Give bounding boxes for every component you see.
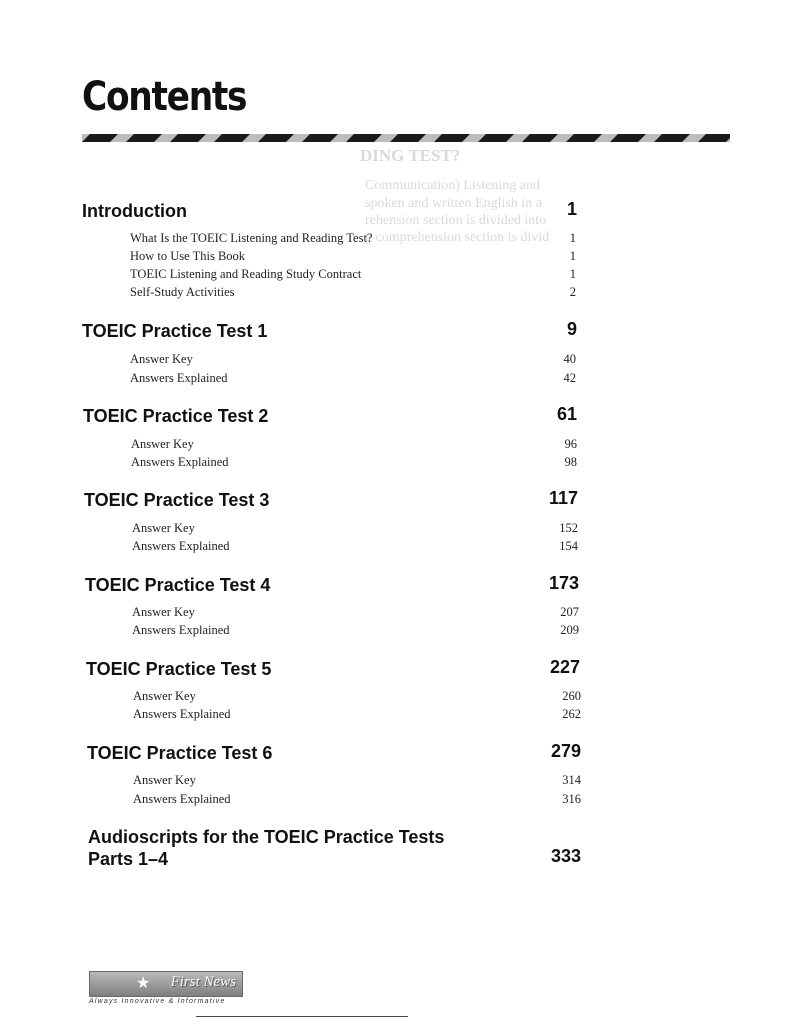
bleed-through-text: Communication) Listening and xyxy=(365,178,540,193)
section-title: Audioscripts for the TOEIC Practice Tests Parts 1–4 xyxy=(88,827,445,869)
section-page-number: 279 xyxy=(550,741,581,761)
entry-label: Answer Key xyxy=(133,773,196,787)
bleed-through-text: rehension section is divided into xyxy=(365,213,547,228)
entry-page-number: 262 xyxy=(562,707,581,721)
logo-text: First News xyxy=(170,974,236,990)
entry-page-number: 42 xyxy=(563,371,576,385)
section-title: TOEIC Practice Test 6 xyxy=(87,743,273,763)
section-page-number: 1 xyxy=(566,199,577,219)
entry-page-number: 260 xyxy=(562,689,581,703)
entry-page-number: 1 xyxy=(569,231,576,245)
title-rule xyxy=(82,134,730,142)
entry-label: Self-Study Activities xyxy=(130,285,235,299)
entry-label: Answer Key xyxy=(133,689,196,703)
page-title: Contents xyxy=(82,74,247,120)
section-title: TOEIC Practice Test 1 xyxy=(82,321,268,341)
entry-label: Answers Explained xyxy=(130,371,228,385)
entry-page-number: 40 xyxy=(563,352,576,366)
entry-page-number: 1 xyxy=(569,267,576,281)
entry-label: TOEIC Listening and Reading Study Contract xyxy=(130,267,362,281)
bottom-rule xyxy=(196,1016,408,1017)
section-page-number: 9 xyxy=(566,319,577,339)
section-page-number: 117 xyxy=(548,488,578,508)
section-page-number: 227 xyxy=(549,657,580,677)
entry-page-number: 2 xyxy=(569,285,576,299)
entry-label: Answer Key xyxy=(130,352,193,366)
entry-page-number: 1 xyxy=(569,249,576,263)
entry-label: Answers Explained xyxy=(132,623,230,637)
entry-label: Answer Key xyxy=(132,521,195,535)
publisher-logo xyxy=(89,971,243,997)
section-title: TOEIC Practice Test 3 xyxy=(84,490,270,510)
section-title: TOEIC Practice Test 2 xyxy=(83,406,269,426)
bleed-through-text: spoken and written English in a xyxy=(365,196,542,211)
entry-label: How to Use This Book xyxy=(130,249,246,263)
entry-page-number: 314 xyxy=(562,773,581,787)
entry-page-number: 154 xyxy=(559,539,578,553)
entry-page-number: 207 xyxy=(560,605,579,619)
entry-label: Answer Key xyxy=(131,437,194,451)
entry-label: Answers Explained xyxy=(133,792,231,806)
entry-label: Answers Explained xyxy=(132,539,230,553)
section-title: TOEIC Practice Test 5 xyxy=(86,659,272,679)
entry-label: What Is the TOEIC Listening and Reading Test? xyxy=(130,231,373,245)
section-page-number: 61 xyxy=(556,404,577,424)
entry-page-number: 209 xyxy=(560,623,579,637)
bleed-through-text: DING TEST? xyxy=(360,146,461,165)
publisher-tagline: Always Innovative & Informative xyxy=(89,998,226,1005)
section-page-number: 333 xyxy=(550,846,581,866)
entry-page-number: 152 xyxy=(559,521,578,535)
bleed-through-text: g comprehension section is divid xyxy=(365,230,550,245)
entry-page-number: 96 xyxy=(564,437,577,451)
section-title: TOEIC Practice Test 4 xyxy=(85,575,271,595)
entry-page-number: 98 xyxy=(564,455,577,469)
star-icon: ★ xyxy=(136,975,151,992)
entry-label: Answers Explained xyxy=(133,707,231,721)
section-page-number: 173 xyxy=(548,573,579,593)
entry-page-number: 316 xyxy=(562,792,581,806)
entry-label: Answers Explained xyxy=(131,455,229,469)
entry-label: Answer Key xyxy=(132,605,195,619)
section-title: Introduction xyxy=(82,201,187,221)
